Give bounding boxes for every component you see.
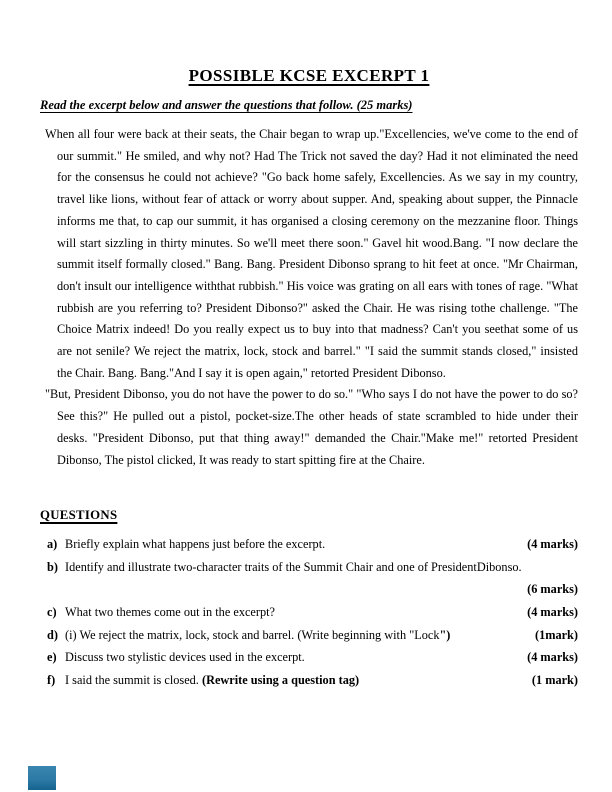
question-marks: (1 mark) (531, 672, 578, 687)
question-letter: a) (47, 537, 58, 552)
questions-heading: QUESTIONS (40, 508, 118, 523)
question-row-e (40, 647, 578, 669)
question-marks: (4 marks) (527, 650, 578, 665)
question-marks: (1mark) (534, 627, 578, 642)
question-text (65, 670, 524, 692)
question-text-regular: (i) We reject the matrix, lock, stock and barrel. (Write beginning with "Lock (65, 627, 440, 642)
question-marks: (4 marks) (527, 605, 578, 620)
instruction-line: Read the excerpt below and answer the questions that follow. (25 marks) (40, 98, 413, 112)
question-letter: e) (47, 650, 57, 665)
questions-list (40, 534, 578, 691)
question-text-bold: ") (439, 627, 451, 642)
question-text: What two themes come out in the excerpt? (65, 605, 275, 620)
question-text: Identify and illustrate two-character traits of the Summit Chair and one of PresidentDibonso. (65, 559, 522, 574)
question-row-f (40, 670, 578, 692)
question-text: Briefly explain what happens just before the excerpt. (65, 537, 326, 552)
question-row-d (40, 625, 578, 647)
excerpt-paragraph: "But, President Dibonso, you do not have the power to do so." "Who says I do not have the power to do so? See this?" He pulled out a pistol, pocket-size.The other heads of state scrambled to hide under their desks. "President Dibonso, put that thing away!" demanded the Chair."Make me!" retorted President Dibonso, The pistol clicked, It was ready to start spitting fire at the Chaire. (45, 387, 578, 467)
excerpt-body (40, 124, 578, 471)
question-row-c (40, 602, 578, 624)
question-letter: c) (47, 605, 57, 620)
question-text: Discuss two stylistic devices used in the excerpt. (65, 650, 305, 665)
question-text-regular: I said the summit is closed. (65, 672, 202, 687)
excerpt-paragraph: When all four were back at their seats, the Chair began to wrap up."Excellencies, we've come to the end of our summit." He smiled, and why not? Had The Trick not saved the day? Had it not eliminated the need for the consensus he could not achieve? "Go back home safely, Excellencies. As we say in my country, travel like lions, without fear of attack or worry about supper. And, speaking about supper, the Pinnacle informs me that, to cap our summit, it has organised a closing ceremony on the mezzanine floor. Things will start sizzling in thirty minutes. So we'll meet there soon." Gavel hit wood.Bang. "I now declare the summit itself formally closed." Bang. Bang. President Dibonso sprang to hit feet at once. "Mr Chairman, don't insult our intelligence withthat rubbish." His voice was grating on all ears with tones of rage. "What rubbish are you referring to? President Dibonso?" asked the Chair. He was rising tothe challenge. "The Choice Matrix indeed! Do you really expect us to buy into that madness? Can't you seethat some of us are not senile? We reject the matrix, lock, stock and barrel." "I said the summit stands closed," insisted the Chair. Bang. Bang."And I say it is open again," retorted President Dibonso. (45, 127, 578, 380)
question-text-bold: (Rewrite using a question tag) (201, 672, 360, 687)
question-letter: f) (47, 672, 56, 687)
question-marks-b: (6 marks) (527, 582, 578, 597)
question-text (65, 625, 527, 647)
question-row-b (40, 557, 578, 579)
question-letter: b) (47, 559, 58, 574)
corner-watermark (28, 766, 56, 790)
question-marks: (4 marks) (527, 537, 578, 552)
question-row-a (40, 534, 578, 556)
page-title: POSSIBLE KCSE EXCERPT 1 (188, 66, 430, 85)
question-letter: d) (47, 627, 58, 642)
